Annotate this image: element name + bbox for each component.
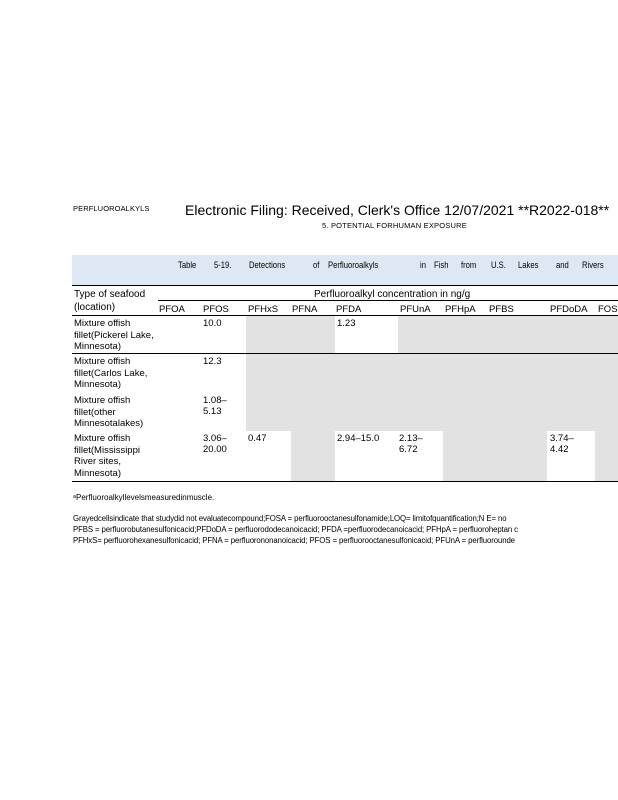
row-label: Mixture offish fillet(Mississippi River sites, Minnesota) bbox=[74, 433, 140, 479]
gray-cell-block bbox=[246, 354, 618, 431]
row-label: Mixture offish fillet(other Minnesotalakes) bbox=[74, 395, 144, 429]
filing-stamp: Electronic Filing: Received, Clerk's Office 12/07/2021 **R2022-018** bbox=[185, 202, 610, 218]
caption-word: from bbox=[461, 260, 477, 270]
caption-word: Lakes bbox=[518, 260, 539, 270]
column-header: PFNA bbox=[292, 304, 318, 315]
gray-cell-block bbox=[246, 316, 335, 353]
caption-word: Detections bbox=[249, 260, 286, 270]
column-header: PFHxS bbox=[248, 304, 279, 315]
column-header: PFOA bbox=[159, 304, 185, 315]
section-heading: 5. POTENTIAL FORHUMAN EXPOSURE bbox=[322, 221, 467, 230]
group-header: Perfluoroalkyl concentration in ng/g bbox=[314, 289, 471, 300]
column-header: FOS bbox=[598, 304, 618, 315]
gray-cell-block bbox=[291, 431, 335, 481]
group-header-rule bbox=[158, 300, 618, 301]
caption-word: Perfluoroalkyls bbox=[328, 260, 379, 270]
row-label: Mixture offish fillet(Carlos Lake, Minnesota) bbox=[74, 356, 148, 390]
gray-cell-block bbox=[595, 431, 618, 481]
cell-pfos: 1.08– 5.13 bbox=[203, 395, 227, 417]
caption-word: in bbox=[420, 260, 426, 270]
caption-word: of bbox=[313, 260, 320, 270]
footnote-abbrev-line: PFHxS= perfluorohexanesulfonicacid; PFNA = perfluorononanoicacid; PFOS = perfluorooctanesulfonicacid; PFUnA = perfluorounde bbox=[73, 536, 515, 545]
caption-word: Rivers bbox=[582, 260, 604, 270]
gray-cell-block bbox=[443, 431, 547, 481]
caption-word: 5-19. bbox=[214, 260, 232, 270]
cell-pfda: 1.23 bbox=[337, 318, 356, 329]
cell-pfuna: 2.13– 6.72 bbox=[399, 433, 423, 455]
cell-pfhxs: 0.47 bbox=[248, 433, 267, 444]
gray-cell-block bbox=[398, 316, 618, 353]
column-header: PFBS bbox=[489, 304, 514, 315]
caption-word: Fish bbox=[434, 260, 449, 270]
table-bottom-rule bbox=[72, 481, 618, 482]
column-header: PFOS bbox=[203, 304, 229, 315]
running-head: PERFLUOROALKYLS bbox=[73, 204, 150, 213]
caption-word: U.S. bbox=[491, 260, 506, 270]
caption-word: and bbox=[556, 260, 569, 270]
column-header: PFDoDA bbox=[550, 304, 588, 315]
footnote-abbrev-line: PFBS = perfluorobutanesulfonicacid;PFDoDA = perfluorododecanoicacid; PFDA =perfluorodecanoicacid; PFHpA = perfluoroheptan c bbox=[73, 525, 518, 534]
cell-pfos: 10.0 bbox=[203, 318, 222, 329]
row-label: Mixture offish fillet(Pickerel Lake, Minnesota) bbox=[74, 318, 154, 352]
column-header: PFHpA bbox=[445, 304, 476, 315]
cell-pfdoda: 3.74– 4.42 bbox=[550, 433, 574, 455]
footnote-a: ᵃPerfluoroalkyllevelsmeasuredinmuscle. bbox=[73, 493, 215, 502]
cell-pfos: 12.3 bbox=[203, 356, 222, 367]
cell-pfos: 3.06– 20.00 bbox=[203, 433, 227, 455]
cell-pfda: 2.94–15.0 bbox=[337, 433, 380, 444]
column-header: PFDA bbox=[336, 304, 362, 315]
footnote-abbrev-line: Grayedcellsindicate that studydid not evaluatecompound;FOSA = perfluorooctanesulfonamide;LOQ= limitofquantification;N E= no bbox=[73, 514, 507, 523]
table-top-rule bbox=[72, 285, 618, 286]
caption-word: Table bbox=[178, 260, 197, 270]
column-header: PFUnA bbox=[400, 304, 431, 315]
row-header: Type of seafood (location) bbox=[74, 289, 146, 313]
